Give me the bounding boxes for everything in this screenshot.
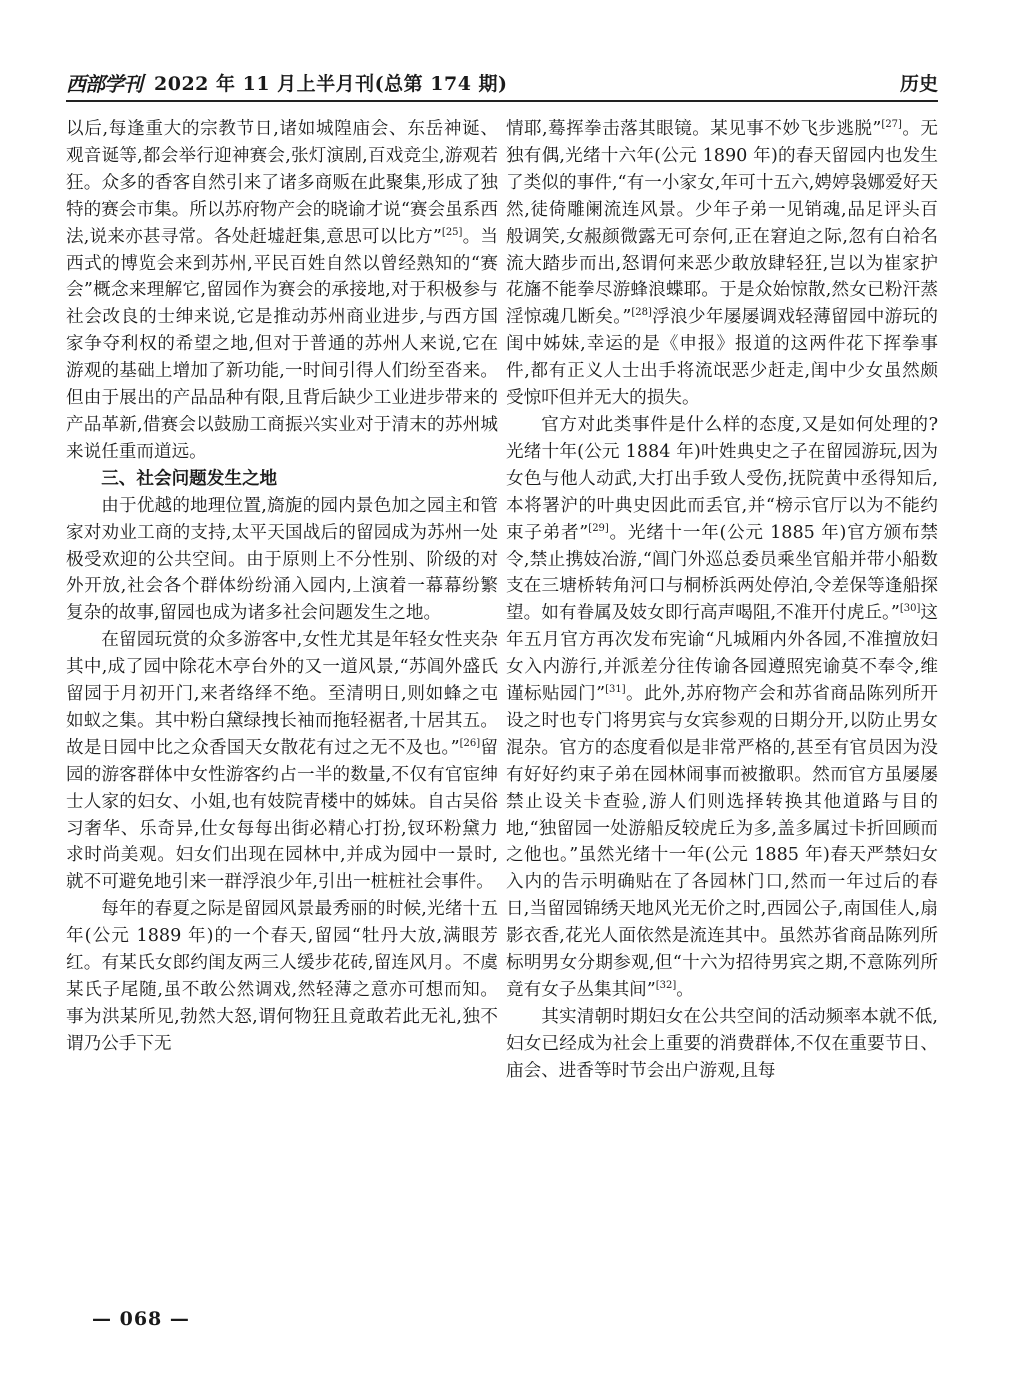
paragraph: 以后,每逢重大的宗教节日,诸如城隍庙会、东岳神诞、观音诞等,都会举行迎神赛会,张灯演剧,百戏竞尘,游观若狂。众多的香客自然引来了诸多商贩在此聚集,形成了独特的赛会市集。所以苏府物产会的晓谕才说“赛会虽系西法,说来亦甚寻常。各处赶墟赶集,意思可以比方”[25]。当西式的博览会来到苏州,平民百姓自然以曾经熟知的“赛会”概念来理解它,留园作为赛会的承接地,对于积极参与社会改良的士绅来说,它是推动苏州商业进步,与西方国家争夺利权的希望之地,但对于普通的苏州人来说,它在游观的基础上增加了新功能,一时间引得人们纷至沓来。但由于展出的产品品种有限,且背后缺少工业进步带来的产品革新,借赛会以鼓励工商振兴实业对于清末的苏州城来说任重而道远。 bbox=[66, 119, 498, 462]
paragraph: 其实清朝时期妇女在公共空间的活动频率本就不低,妇女已经成为社会上重要的消费群体,不仅在重要节日、庙会、进香等时节会出户游观,且每 bbox=[506, 1006, 938, 1081]
citation: [32] bbox=[655, 980, 677, 992]
right-column bbox=[506, 116, 938, 1085]
running-header bbox=[66, 66, 938, 96]
paragraph: 每年的春夏之际是留园风景最秀丽的时候,光绪十五年(公元 1889 年)的一个春天,留园“牡丹大放,满眼芳红。有某氏女郎约闺友两三人缓步花砖,留连风月。不虞某氏子尾随,虽不敢公然调戏,然轻薄之意亦可想而知。事为洪某所见,勃然大怒,谓何物狂且竟敢若此无礼,独不谓乃公手下无 bbox=[66, 899, 498, 1054]
citation: [28] bbox=[631, 307, 652, 319]
left-column bbox=[66, 116, 498, 1058]
citation: [26] bbox=[459, 737, 481, 749]
journal-logo: 西部学刊 bbox=[66, 72, 142, 96]
paragraph: 情耶,蓦挥拳击落其眼镜。某见事不妙飞步逃脱”[27]。无独有偶,光绪十六年(公元 1890 年)的春天留园内也发生了类似的事件,“有一小家女,年可十五六,娉婷袅娜爱好天然,徒倚雕阑流连风景。少年子弟一见销魂,品足评头百般调笑,女赧颜微露无可奈何,正在窘迫之际,忽有白袷名流大踏步而出,怒谓何来恶少敢放肆轻狂,岂以为崔家护花旛不能拳尽游蜂浪蝶耶。于是众始惊散,然女已粉汗蒸淫惊魂几断矣。”[28]浮浪少年屡屡调戏轻薄留园中游玩的闺中姊妹,幸运的是《申报》报道的这两件花下挥拳事件,都有正义人士出手将流氓恶少赶走,闺中少女虽然颇受惊吓但并无大的损失。 bbox=[506, 119, 938, 409]
issue-info: 2022 年 11 月上半月刊(总第 174 期) bbox=[154, 73, 508, 95]
citation: [27] bbox=[881, 119, 902, 131]
citation: [30] bbox=[899, 603, 921, 615]
section-heading: 三、社会问题发生之地 bbox=[101, 468, 278, 489]
citation: [25] bbox=[441, 226, 463, 238]
section-label: 历史 bbox=[899, 73, 938, 95]
citation: [29] bbox=[588, 522, 609, 534]
paragraph: 官方对此类事件是什么样的态度,又是如何处理的?光绪十年(公元 1884 年)叶姓典史之子在留园游玩,因为女色与他人动武,大打出手致人受伤,抚院黄中丞得知后,本将署沪的叶典史因此而丢官,并“榜示官厅以为不能约束子弟者”[29]。光绪十一年(公元 1885 年)官方颁布禁令,禁止携妓冶游,“阊门外巡总委员乘坐官船并带小船数支在三塘桥转角河口与桐桥浜两处停泊,令差保等逢船探望。如有眷属及妓女即行高声喝阻,不准开付虎丘。”[30]这年五月官方再次发布宪谕“凡城厢内外各园,不准擅放妇女入内游行,并派差分往传谕各园遵照宪谕莫不奉令,维谨标贴园门”[31]。此外,苏府物产会和苏省商品陈列所开设之时也专门将男宾与女宾参观的日期分开,以防止男女混杂。官方的态度看似是非常严格的,甚至有官员因为没有好好约束子弟在园林闹事而被撤职。然而官方虽屡屡禁止设关卡查验,游人们则选择转换其他道路与目的地,“独留园一处游船反较虎丘为多,盖多属过卡折回顾而之他也。”虽然光绪十一年(公元 1885 年)春天严禁妇女入内的告示明确贴在了各园林门口,然而一年过后的春日,当留园锦绣天地风光无价之时,西园公子,南国佳人,扇影衣香,花光人面依然是流连其中。虽然苏省商品陈列所标明男女分期参观,但“十六为招待男宾之期,不意陈列所竟有女子丛集其间”[32]。 bbox=[506, 414, 938, 1000]
paragraph: 在留园玩赏的众多游客中,女性尤其是年轻女性夹杂其中,成了园中除花木亭台外的又一道风景,“苏阊外盛氏留园于月初开门,来者络绎不绝。至清明日,则如蜂之屯如蚁之集。其中粉白黛绿拽长袖而拖轻裾者,十居其五。故是日园中比之众香国天女散花有过之无不及也。”[26]留园的游客群体中女性游客约占一半的数量,不仅有官宦绅士人家的妇女、小姐,也有妓院青楼中的姊妹。自古吴俗习奢华、乐奇异,仕女每每出街必精心打扮,钗环粉黛力求时尚美观。妇女们出现在园林中,并成为园中一景时,就不可避免地引来一群浮浪少年,引出一桩桩社会事件。 bbox=[66, 630, 498, 893]
paragraph: 由于优越的地理位置,旖旎的园内景色加之园主和管家对劝业工商的支持,太平天国战后的留园成为苏州一处极受欢迎的公共空间。由于原则上不分性别、阶级的对外开放,社会各个群体纷纷涌入园内,上演着一幕幕纷繁复杂的故事,留园也成为诸多社会问题发生之地。 bbox=[66, 495, 498, 624]
header-rule bbox=[66, 100, 938, 102]
citation: [31] bbox=[605, 684, 626, 696]
page-number: — 068 — bbox=[92, 1308, 190, 1330]
